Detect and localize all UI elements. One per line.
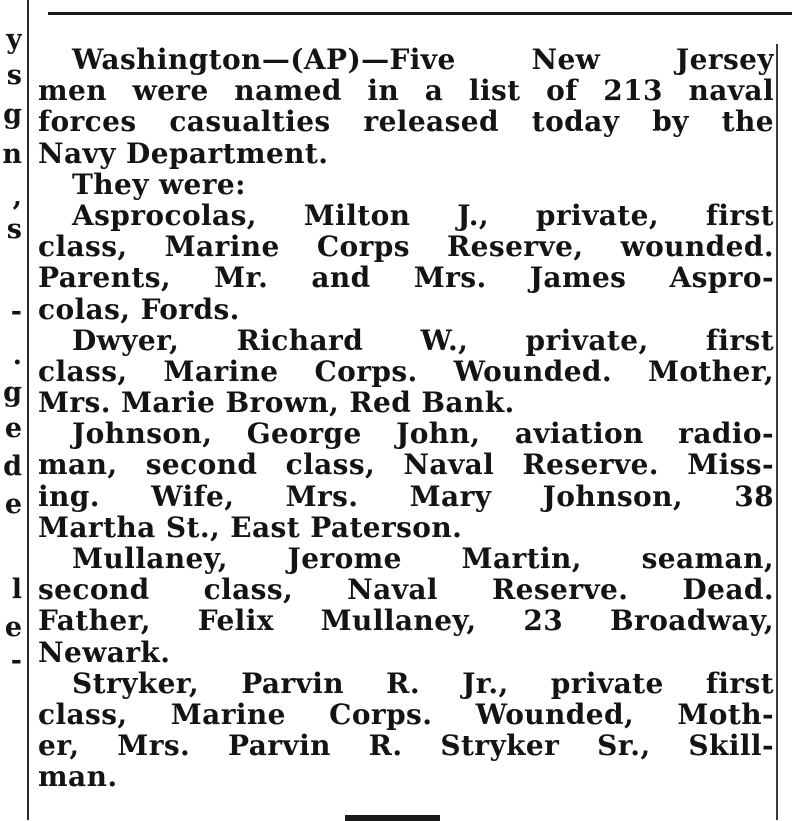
lead-text: —Five New Jersey [361,44,774,76]
news-article [38,44,774,793]
article-line: class, Marine Corps Reserve, wounded. [38,231,774,263]
gutter-char: n [2,139,22,170]
article-line: Stryker, Parvin R. Jr., private first [72,667,774,699]
article-line: Dwyer, Richard W., private, first [72,324,774,356]
gutter-char [2,530,22,561]
article-line: Parents, Mr. and Mrs. James Aspro- [38,262,774,294]
article-line: er, Mrs. Parvin R. Stryker Sr., Skill- [38,730,774,762]
top-rule [48,12,792,15]
gutter-char: , [12,181,22,212]
gutter-char: e [4,413,22,444]
article-line: Martha St., East Paterson. [38,511,463,543]
gutter-char: d [3,451,22,482]
gutter-char [2,250,22,281]
article-line: Johnson, George John, aviation radio- [72,418,774,450]
article-line: colas, Fords. [38,293,240,325]
gutter-char: y [6,24,22,55]
article-line: man, second class, Naval Reserve. Miss- [38,449,774,481]
article-line: Newark. [38,636,171,668]
article-line [38,44,774,75]
article-line: ing. Wife, Mrs. Mary Johnson, 38 [38,480,774,512]
gutter-char: - [10,645,22,676]
gutter-char: s [6,214,22,245]
article-line: men were named in a list of 213 naval [38,75,774,107]
dateline: Washington—(AP) [72,44,362,76]
article-line: Father, Felix Mullaney, 23 Broadway, [38,605,774,637]
article-line: class, Marine Corps. Wounded. Mother, [38,355,774,388]
article-line: Asprocolas, Milton J., private, first [72,199,774,232]
column-rule-right [776,44,778,820]
gutter-char: g [3,377,22,408]
gutter-char: e [4,489,22,520]
column-rule-left [27,0,29,820]
article-line: They were: [72,168,246,200]
gutter-char: g [3,99,22,130]
article-line: Mrs. Marie Brown, Red Bank. [38,387,515,419]
bottom-rule-fragment [345,815,440,821]
article-line: forces casualties released today by the [38,106,774,138]
article-line: Mullaney, Jerome Martin, seaman, [72,543,774,575]
adjacent-column-fragment [0,0,24,820]
gutter-char: . [12,340,22,371]
article-line: second class, Naval Reserve. Dead. [38,574,774,606]
article-line: class, Marine Corps. Wounded, Moth- [38,698,774,731]
gutter-char: e [4,612,22,643]
article-line: man. [38,761,118,793]
gutter-char: - [10,296,22,327]
article-line: Navy Department. [38,137,329,169]
gutter-char: l [11,574,22,605]
gutter-char: s [6,60,22,91]
